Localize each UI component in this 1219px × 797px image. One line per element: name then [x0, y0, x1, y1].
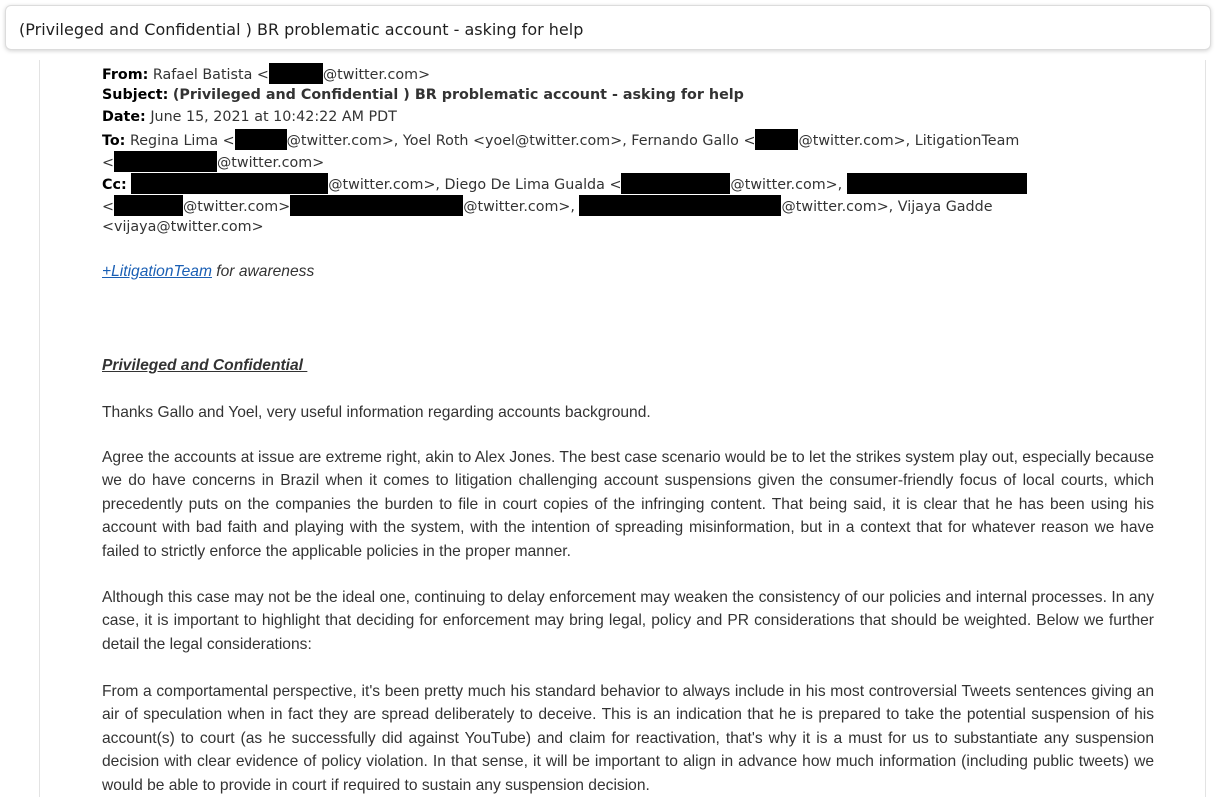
- cc2-b: @twitter.com>,: [463, 199, 575, 215]
- to-line-2: [102, 151, 324, 173]
- redaction: [114, 195, 183, 216]
- redaction: [755, 129, 798, 150]
- redaction: [235, 129, 287, 150]
- from-line: [102, 63, 430, 85]
- cc2-open: <: [102, 199, 114, 215]
- cc-line-3: [102, 217, 264, 237]
- redaction: [131, 173, 328, 194]
- left-border: [39, 60, 40, 797]
- litigation-team-link[interactable]: +LitigationTeam: [102, 263, 212, 280]
- awareness-text: for awareness: [211, 263, 315, 280]
- subject-label: Subject:: [102, 87, 169, 103]
- redaction: [269, 63, 323, 84]
- to-line2-open: <: [102, 155, 114, 171]
- to-line2-after: @twitter.com>: [216, 155, 325, 171]
- to-yoel: @twitter.com>, Yoel Roth <yoel@twitter.com>, Fernando Gallo <: [286, 133, 756, 149]
- paragraph-3: Although this case may not be the ideal one, continuing to delay enforcement may weaken the consistency of our policies and internal processes. In any case, it is important to highlight that deciding for enforcement may bring legal, policy and PR considerations that should be weighted. Below we further detail the legal considerations:: [102, 589, 1154, 653]
- from-domain: @twitter.com>: [322, 67, 431, 83]
- paragraph-1: Thanks Gallo and Yoel, very useful information regarding accounts background.: [102, 404, 651, 421]
- cc-label: Cc:: [102, 177, 127, 193]
- cc-line-2: [102, 195, 993, 217]
- from-label: From:: [102, 67, 149, 83]
- to-regina: Regina Lima <: [129, 133, 235, 149]
- redaction: [579, 195, 781, 216]
- paragraph-2: Agree the accounts at issue are extreme right, akin to Alex Jones. The best case scenario would be to let the strikes system play out, especially because we do have concerns in Brazil when it comes to litigation challenging account suspensions given the consumer-friendly focus of local courts, which precedently puts on the companies the burden to file in court copies of the infringing content. That being said, it is clear that he has been using his account with bad faith and playing with the system, with the intention of spreading misinformation, but in a context that for whatever reason we have failed to strictly enforce the applicable policies in the proper manner.: [102, 449, 1154, 560]
- redaction: [847, 173, 1027, 194]
- redaction: [621, 173, 730, 194]
- date-line: [102, 107, 397, 127]
- date-label: Date:: [102, 109, 146, 125]
- redaction: [114, 151, 217, 172]
- subject-line: [102, 85, 744, 105]
- to-label: To:: [102, 133, 126, 149]
- privileged-heading: Privileged and Confidential: [102, 357, 308, 374]
- cc-b: @twitter.com>,: [730, 177, 843, 193]
- redaction: [290, 195, 463, 216]
- awareness-note: [102, 263, 314, 281]
- cc-a: @twitter.com>, Diego De Lima Gualda <: [328, 177, 622, 193]
- paragraph-4: From a comportamental perspective, it's been pretty much his standard behavior to always include in his most controversial Tweets sentences giving an air of speculation when in fact they are spread deliberately to deceive. This is an indication that he is prepared to take the potential suspension of his account(s) to court (as he successfully did against YouTube) and claim for reactivation, that's why it is a must for us to substantiate any suspension decision with clear evidence of policy violation. In that sense, it will be important to align in advance how much information (including public tweets) we would be able to provide in court if required to sustain any suspension decision.: [102, 683, 1154, 794]
- window-title: (Privileged and Confidential ) BR problematic account - asking for help: [19, 20, 584, 39]
- cc2-c: @twitter.com>, Vijaya Gadde: [781, 199, 993, 215]
- to-line: [102, 129, 1019, 151]
- subject-text: (Privileged and Confidential ) BR problematic account - asking for help: [172, 87, 744, 103]
- date-text: June 15, 2021 at 10:42:22 AM PDT: [150, 109, 397, 125]
- cc2-a: @twitter.com>: [182, 199, 291, 215]
- to-fernando: @twitter.com>, LitigationTeam: [798, 133, 1020, 149]
- title-bar: [5, 5, 1211, 50]
- right-border: [1205, 60, 1206, 797]
- cc-line: [102, 173, 1027, 195]
- from-name: Rafael Batista <: [152, 67, 269, 83]
- cc3: <vijaya@twitter.com>: [102, 219, 264, 235]
